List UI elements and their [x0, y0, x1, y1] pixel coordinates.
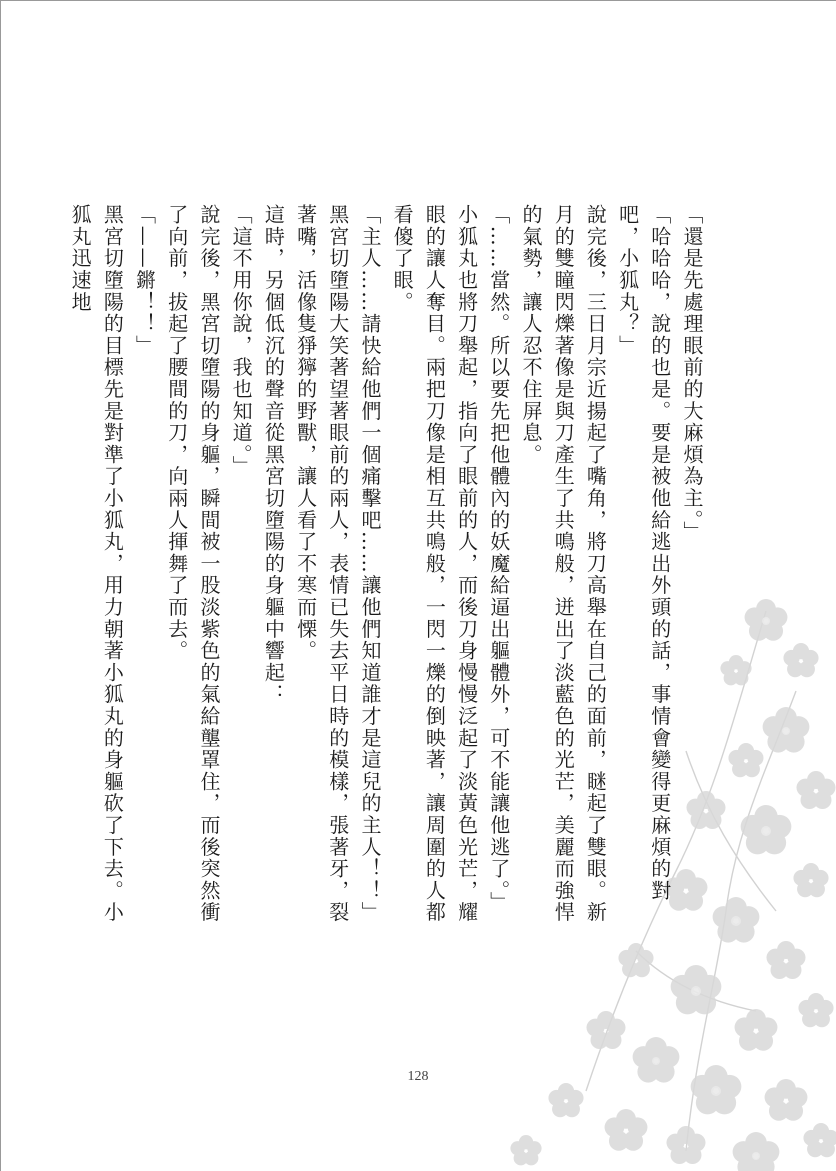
vertical-text-body	[64, 204, 708, 944]
paragraph: 說完後，三日月宗近揚起了嘴角，將刀高舉在自己的面前，瞇起了雙眼。新月的雙瞳閃爍著像是與刀產生了共鳴般，迸出了淡藍色的光芒，美麗而強悍的氣勢，讓人忍不住屏息。	[518, 204, 608, 924]
paragraph: 小狐丸也將刀舉起，指向了眼前的人，而後刀身慢慢泛起了淡黃色光芒，耀眼的讓人奪目。兩把刀像是相互共鳴般，一閃一爍的倒映著，讓周圍的人都看傻了眼。	[390, 204, 479, 924]
paragraph: 「……當然。所以要先把他體內的妖魔給逼出軀體外，可不能讓他逃了。」	[486, 204, 511, 914]
page-number: 128	[407, 1069, 429, 1084]
paragraph: 「哈哈哈，說的也是。要是被他給逃出外頭的話，事情會變得更麻煩的對吧，小狐丸？」	[615, 204, 672, 902]
paragraph: 「——鏘！！」	[132, 204, 157, 357]
page-edge-top	[0, 0, 836, 1]
paragraph: 「這不用你說，我也知道。」	[229, 204, 254, 478]
page-edge-left	[0, 0, 1, 1171]
paragraph: 這時，另個低沉的聲音從黑宮切墮陽的身軀中響起：	[261, 204, 286, 706]
paragraph: 黑宮切墮陽大笑著望著眼前的兩人，表情已失去平日時的模樣，張著牙，裂著嘴，活像隻猙獰的野獸，讓人看了不寒而慄。	[293, 204, 350, 924]
paragraph: 黑宮切墮陽的目標先是對準了小狐丸，用力朝著小狐丸的身軀砍了下去。小狐丸迅速地	[68, 204, 125, 924]
paragraph: 說完後，黑宮切墮陽的身軀，瞬間被一股淡紫色的氣給壟罩住，而後突然衝了向前，拔起了腰間的刀，向兩人揮舞了而去。	[164, 204, 221, 924]
paragraph: 「主人……請快給他們一個痛擊吧……讓他們知道誰才是這兒的主人！！」	[357, 204, 382, 924]
paragraph: 「還是先處理眼前的大麻煩為主。」	[680, 204, 704, 543]
